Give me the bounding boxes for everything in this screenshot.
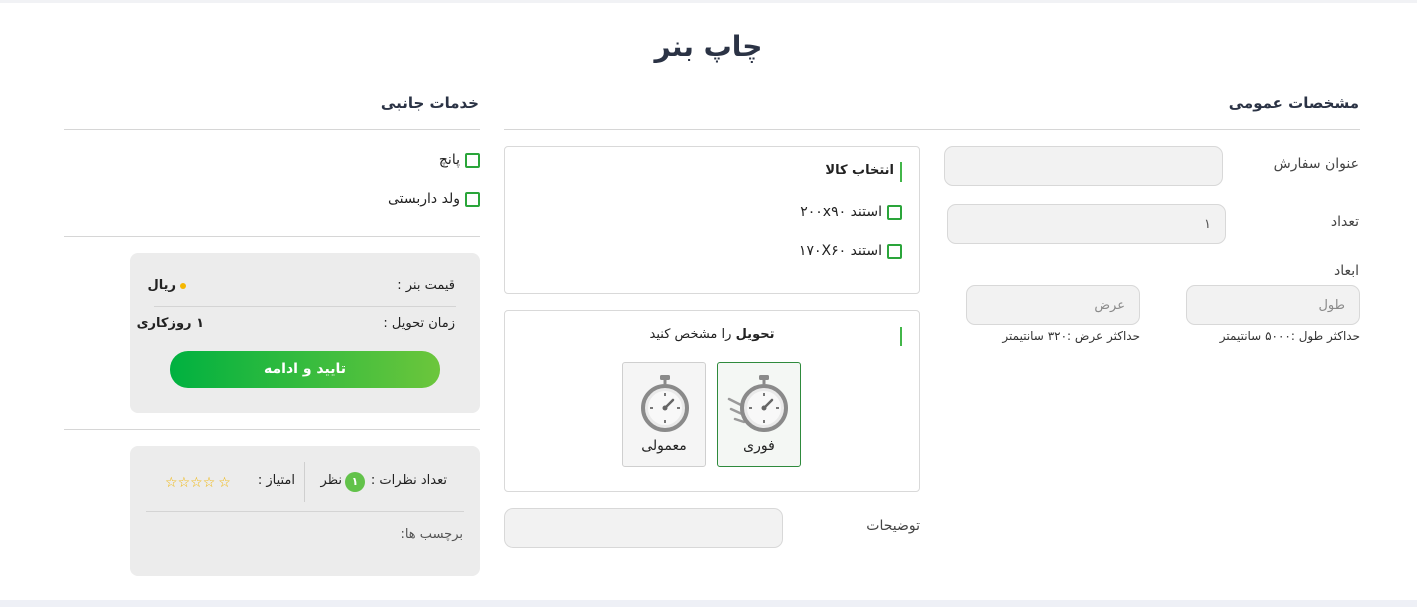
star-icon[interactable]: ☆ bbox=[202, 475, 216, 491]
price-label: قیمت بنر : bbox=[397, 278, 455, 293]
delivery-option-fast-label: فوری bbox=[743, 438, 775, 454]
star-icon[interactable]: ☆ bbox=[218, 475, 231, 491]
services-bottom-divider bbox=[64, 236, 480, 237]
reviews-count-suffix: نظر bbox=[320, 473, 342, 488]
delivery-option-normal-label: معمولی bbox=[641, 438, 687, 454]
length-input[interactable] bbox=[1186, 285, 1360, 325]
tags-label: برچسب ها: bbox=[400, 527, 463, 542]
reviews-divider bbox=[146, 511, 464, 512]
star-icon[interactable]: ☆ bbox=[177, 475, 191, 491]
price-indicator-dot bbox=[180, 283, 186, 289]
star-icon[interactable]: ☆ bbox=[165, 475, 178, 491]
product-option-checkbox-1[interactable] bbox=[887, 205, 902, 220]
quantity-label: تعداد bbox=[1330, 214, 1359, 230]
punch-label[interactable]: پانچ bbox=[438, 152, 460, 168]
dimensions-label: ابعاد bbox=[1333, 263, 1359, 279]
general-specs-divider bbox=[504, 129, 1360, 130]
delivery-option-fast[interactable] bbox=[717, 362, 801, 467]
price-value: ریال bbox=[147, 278, 176, 293]
product-option-label-2[interactable]: استند ۱۷۰X۶۰ bbox=[798, 243, 882, 259]
summary-bottom-divider bbox=[64, 429, 480, 430]
punch-checkbox[interactable] bbox=[465, 153, 480, 168]
product-option-label-1[interactable]: استند ۲۰۰x۹۰ bbox=[800, 204, 882, 220]
summary-divider bbox=[154, 306, 456, 307]
description-label: توضیحات bbox=[866, 518, 920, 534]
reviews-count-label: تعداد نظرات : bbox=[370, 473, 447, 488]
price-summary-card bbox=[130, 253, 480, 413]
side-services-divider bbox=[64, 129, 480, 130]
product-heading-accent bbox=[900, 162, 902, 182]
side-services-heading: خدمات جانبی bbox=[380, 94, 479, 112]
star-icon[interactable]: ☆ bbox=[190, 475, 203, 491]
rating-stars[interactable] bbox=[165, 472, 231, 491]
delivery-time-value: ۱ روزکاری bbox=[136, 316, 204, 331]
description-input[interactable] bbox=[504, 508, 783, 548]
general-specs-heading: مشخصات عمومی bbox=[1228, 94, 1359, 112]
width-input[interactable] bbox=[966, 285, 1140, 325]
delivery-heading bbox=[504, 327, 920, 342]
top-border bbox=[0, 0, 1417, 3]
reviews-count-badge: ۱ bbox=[345, 472, 365, 492]
product-option-checkbox-2[interactable] bbox=[887, 244, 902, 259]
page-title: چاپ بنر bbox=[654, 30, 763, 63]
stopwatch-icon bbox=[636, 373, 694, 435]
welding-label[interactable]: ولد داربستی bbox=[388, 191, 460, 207]
delivery-heading-rest: را مشخص کنید bbox=[649, 327, 732, 342]
product-selection-heading: انتخاب کالا bbox=[825, 163, 894, 178]
order-title-label: عنوان سفارش bbox=[1273, 156, 1359, 172]
max-length-note: حداکثر طول :۵۰۰۰ سانتیمتر bbox=[1219, 329, 1360, 343]
welding-checkbox[interactable] bbox=[465, 192, 480, 207]
quantity-input[interactable] bbox=[947, 204, 1226, 244]
reviews-separator bbox=[304, 462, 305, 502]
confirm-continue-button[interactable]: تایید و ادامه bbox=[170, 351, 440, 388]
max-width-note: حداکثر عرض :۳۲۰ سانتیمتر bbox=[1002, 329, 1140, 343]
delivery-option-normal[interactable] bbox=[622, 362, 706, 467]
delivery-heading-bold: تحویل bbox=[735, 327, 775, 342]
fast-stopwatch-icon bbox=[727, 373, 793, 435]
order-title-input[interactable] bbox=[944, 146, 1223, 186]
footer-band bbox=[0, 600, 1417, 607]
rating-label: امتیاز : bbox=[257, 473, 295, 488]
delivery-time-label: زمان تحویل : bbox=[383, 316, 455, 331]
